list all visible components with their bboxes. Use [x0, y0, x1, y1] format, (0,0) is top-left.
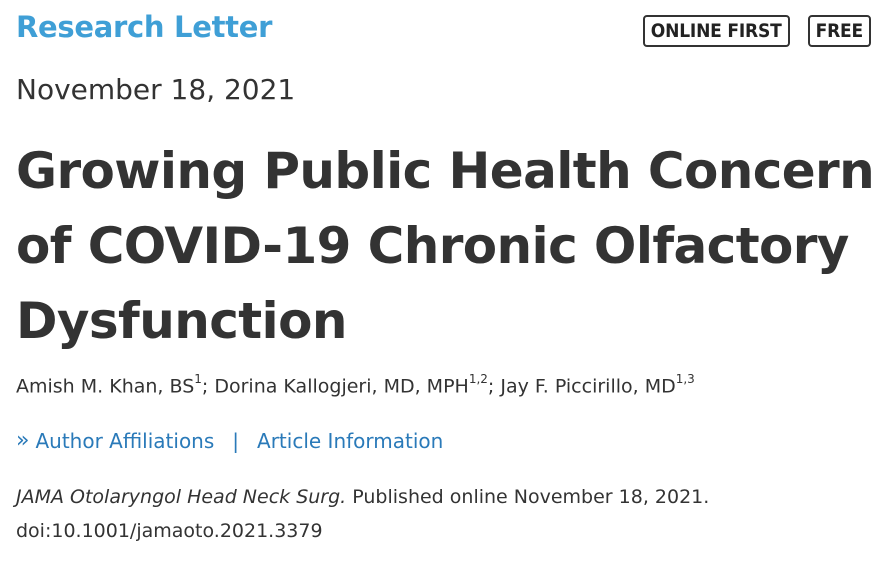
title-line-2: of COVID-19 Chronic Olfactory	[16, 217, 849, 275]
article-title	[16, 134, 876, 359]
journal-name: JAMA Otolaryngol Head Neck Surg.	[16, 486, 347, 508]
badge-group	[643, 15, 871, 47]
citation	[16, 480, 876, 548]
author-affiliations-link[interactable]: Author Affiliations	[35, 428, 215, 453]
article-information-link[interactable]: Article Information	[257, 428, 444, 453]
author-name[interactable]: Dorina Kallogjeri, MD, MPH	[214, 375, 469, 398]
article-links	[16, 428, 443, 453]
link-separator: |	[232, 428, 240, 453]
author-affiliation-ref: 1,3	[675, 372, 695, 386]
title-line-3: Dysfunction	[16, 292, 347, 350]
author-list	[16, 374, 695, 397]
title-line-1: Growing Public Health Concern	[16, 142, 875, 200]
online-first-badge: ONLINE FIRST	[643, 15, 790, 47]
double-chevron-right-icon[interactable]: »	[16, 428, 30, 453]
doi-text: doi:10.1001/jamaoto.2021.3379	[16, 520, 323, 542]
published-online-text: Published online November 18, 2021.	[346, 486, 710, 508]
free-badge: FREE	[808, 15, 871, 47]
author-separator: ;	[201, 375, 215, 398]
publication-date: November 18, 2021	[16, 73, 296, 106]
article-category: Research Letter	[16, 10, 273, 44]
author-separator: ;	[487, 375, 501, 398]
author-name[interactable]: Jay F. Piccirillo, MD	[500, 375, 676, 398]
author-name[interactable]: Amish M. Khan, BS	[16, 375, 195, 398]
author-affiliation-ref: 1,2	[468, 372, 488, 386]
author-affiliation-ref: 1	[194, 372, 202, 386]
